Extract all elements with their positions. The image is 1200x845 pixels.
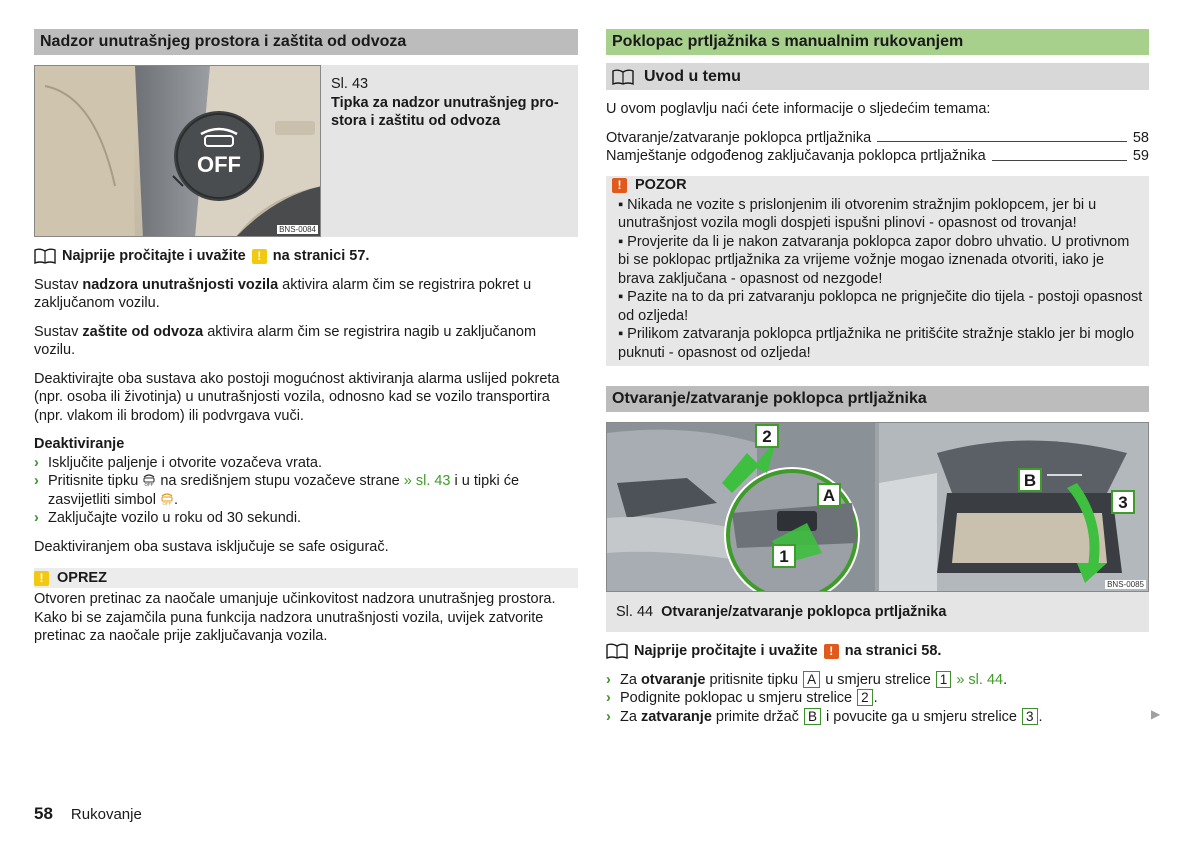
figure-43 (34, 65, 578, 237)
read-first-suffix: na stranici 58. (844, 643, 942, 659)
bold-term: zatvaranje (640, 708, 712, 725)
warning-item: ▪ Provjerite da li je nakon zatvaranja poklopca zapor dobro uhvatio. U protivnom bi se poklopac prtljažnika za vrijeme vožnje mogao iznenada otvoriti, iako je brava zaključana - opasnost od nezgode! (618, 233, 1130, 287)
text: Sustav (34, 323, 83, 340)
tailgate-illustration (607, 423, 1148, 591)
interior-button-illustration (35, 66, 321, 237)
tailgate-steps (606, 671, 1149, 727)
svg-text:OFF: OFF (144, 482, 154, 486)
read-first-prefix: Najprije pročitajte i uvažite (62, 248, 246, 264)
figure-link[interactable]: » sl. 43 (403, 473, 451, 489)
toc-list (606, 129, 1149, 166)
caution-title: OPREZ (57, 569, 107, 586)
section-title-open-close: Otvaranje/zatvaranje poklopca prtljažnika (606, 386, 1149, 412)
caution-text: Otvoren pretinac za naočale umanjuje učinkovitost nadzora unutrašnjeg prostora. Kako bi se zajamčila puna funkcija nadzora unutrašnjosti vozila, uvijek zatvorite pretinac za naočale prije zaključavanja vozila. (34, 591, 556, 644)
text: Podignite poklopac u smjeru strelice (620, 690, 853, 706)
warning-item: ▪ Nikada ne vozite s prislonjenim ili otvorenim stražnjim poklopcem, jer bi u unutrašnjost vozila mogli dospjeti ispušni plinovi - opasnost od trovanja! (618, 196, 1097, 231)
step-text: Isključite paljenje i otvorite vozačeva vrata. (48, 454, 323, 471)
label-1-text: 1 (779, 547, 789, 566)
figure-title-line1: Tipka za nadzor unutrašnjeg pro- (331, 94, 559, 111)
alarm-button-icon (142, 473, 156, 486)
page-footer (34, 805, 142, 825)
label-A-text: A (822, 486, 836, 505)
warning-header (612, 176, 1143, 196)
warning-title: POZOR (635, 177, 687, 194)
continue-arrow-icon: ▶ (1151, 707, 1161, 721)
toc-leader (992, 160, 1127, 161)
text: na središnjem stupu vozačeve strane (160, 473, 400, 489)
step-text: Zaključajte vozilo u roku od 30 sekundi. (48, 510, 302, 526)
key-A-badge: A (803, 671, 820, 688)
label-1 (773, 545, 795, 567)
step-arrow-icon: › (34, 473, 39, 489)
warning-item: ▪ Prilikom zatvaranja poklopca prtljažnika ne pritišćite stražnje staklo jer bi moglo puknuti - opasnost od ozljeda! (618, 326, 1135, 361)
step-text: Podignite poklopac u smjeru strelice 2 . (620, 690, 878, 706)
alarm-symbol-lit-icon (160, 492, 174, 505)
text: Za (620, 708, 641, 725)
text: i povucite ga u smjeru strelice (826, 708, 1017, 725)
read-first-prefix: Najprije pročitajte i uvažite (634, 643, 818, 659)
right-column (606, 29, 1149, 726)
toc-page: 58 (1132, 129, 1149, 146)
text: u smjeru strelice (825, 671, 931, 688)
step-item (34, 454, 578, 473)
chapter-name: Rukovanje (70, 806, 142, 823)
book-icon (612, 69, 634, 85)
danger-mark-icon: ! (824, 644, 839, 659)
label-2 (756, 425, 778, 447)
key-B-badge: B (804, 708, 821, 725)
image-code: BNS-0085 (1107, 580, 1144, 589)
section-title-interior-monitoring: Nadzor unutrašnjeg prostora i zaštita od odvoza (34, 29, 578, 55)
text: zasvijetliti simbol (48, 491, 156, 508)
toc-page: 59 (1132, 148, 1149, 164)
bold-term: nadzora unutrašnjosti vozila (82, 276, 279, 293)
warning-item: ▪ Pazite na to da pri zatvaranju poklopca ne prignječite dio tijela - postoji opasnost od ozljeda! (618, 289, 1143, 324)
bold-term: zaštite od odvoza (82, 323, 204, 340)
step-arrow-icon: › (606, 708, 611, 725)
step-item (34, 509, 578, 528)
step-arrow-icon: › (34, 510, 39, 526)
warning-item-text: Pazite na to da pri zatvaranju poklopca ne prignječite dio tijela - postoji opasnost od ozljeda! (618, 289, 1143, 324)
step-item (606, 708, 1149, 727)
danger-mark-icon: ! (612, 178, 627, 193)
arrow-1-badge: 1 (936, 671, 952, 688)
step-item (606, 671, 1149, 690)
figure-number: Sl. 44 (616, 604, 654, 620)
paragraph-tow-protection (34, 323, 578, 360)
warning-mark-icon: ! (252, 249, 267, 264)
warning-item-text: Nikada ne vozite s prislonjenim ili otvorenim stražnjim poklopcem, jer bi u unutrašnjost vozila mogli dospjeti ispušni plinovi - opasnost od trovanja! (618, 196, 1097, 231)
read-first-note (34, 247, 578, 266)
section-title-tailgate: Poklopac prtljažnika s manualnim rukovanjem (606, 29, 1149, 55)
read-first-suffix: na stranici 57. (272, 248, 370, 264)
toc-label: Namještanje odgođenog zaključavanja poklopca prtljažnika (606, 148, 986, 164)
figure-44-caption (606, 592, 1149, 632)
read-first-note (606, 642, 1149, 661)
figure-title-line2: stora i zaštitu od odvoza (331, 113, 501, 129)
text: Pritisnite tipku (48, 473, 139, 489)
label-2-text: 2 (762, 427, 772, 446)
label-3-text: 3 (1118, 493, 1128, 512)
figure-43-caption (321, 65, 569, 237)
toc-item[interactable] (606, 147, 1149, 166)
svg-text:OFF: OFF (162, 500, 172, 505)
arrow-2-badge: 2 (857, 689, 873, 706)
text: i u tipki će (454, 473, 520, 489)
step-arrow-icon: › (606, 690, 611, 706)
step-text: Za otvaranje pritisnite tipku A u smjeru strelice 1 » sl. 44. (620, 671, 1008, 688)
toc-leader (877, 141, 1127, 142)
figure-link[interactable]: » sl. 44 (956, 671, 1004, 688)
text: primite držač (711, 708, 799, 725)
deactivation-heading: Deaktiviranje (34, 436, 125, 452)
warning-item-text: Prilikom zatvaranja poklopca prtljažnika ne pritišćite stražnje staklo jer bi moglo puknuti - opasnost od ozljeda! (618, 326, 1135, 361)
caution-mark-icon: ! (34, 571, 49, 586)
toc-item[interactable] (606, 129, 1149, 148)
paragraph-deactivate-advice: Deaktivirajte oba sustava ako postoji mogućnost aktiviranja alarma uslijed pokreta (npr. osoba ili životinja) u unutrašnjosti vozila, odnosno kad se vozilo transportira (npr. vlakom ili brodom) ili podvrgava vuči. (34, 370, 560, 424)
figure-title: Otvaranje/zatvaranje poklopca prtljažnika (661, 604, 947, 620)
label-B (1019, 469, 1041, 491)
warning-box (606, 176, 1149, 367)
step-text: Pritisnite tipku OFF na središnjem stupu vozačeve strane » sl. 43 i u tipki će zasvijetliti simbol OFF . (48, 473, 520, 508)
paragraph-interior-monitoring (34, 276, 578, 313)
text: pritisnite tipku (705, 671, 799, 688)
book-icon (606, 643, 628, 659)
label-A (818, 484, 840, 506)
toc-label: Otvaranje/zatvaranje poklopca prtljažnika (606, 129, 872, 146)
figure-44-image (606, 422, 1149, 592)
intro-heading (606, 63, 1149, 90)
paragraph-safe-lock: Deaktiviranjem oba sustava isključuje se safe osigurač. (34, 538, 389, 555)
text: Za (620, 671, 641, 688)
figure-number: Sl. 43 (331, 76, 369, 92)
step-text: Za zatvaranje primite držač B i povucite ga u smjeru strelice 3 . (620, 708, 1043, 725)
figure-43-image (34, 65, 321, 237)
step-arrow-icon: › (34, 454, 39, 471)
intro-title: Uvod u temu (644, 68, 741, 85)
book-icon (34, 248, 56, 264)
bold-term: otvaranje (640, 671, 706, 688)
page-number: 58 (34, 804, 53, 823)
warning-items (612, 196, 1143, 363)
text: Sustav (34, 276, 83, 293)
left-column (34, 29, 578, 646)
label-3 (1112, 491, 1134, 513)
off-button-label: OFF (197, 152, 241, 177)
step-item (606, 689, 1149, 708)
text: aktivira alarm čim se registrira nagib u zaključanom vozilu. (34, 323, 537, 358)
caution-header (34, 568, 578, 588)
intro-text: U ovom poglavlju naći ćete informacije o sljedećim temama: (606, 101, 991, 117)
text: aktivira alarm čim se registrira pokret u zaključanom vozilu. (34, 276, 532, 311)
image-code: BNS-0084 (279, 225, 316, 234)
label-B-text: B (1023, 471, 1037, 490)
step-item (34, 472, 578, 509)
arrow-3-badge: 3 (1022, 708, 1038, 725)
warning-item-text: Provjerite da li je nakon zatvaranja poklopca zapor dobro uhvatio. U protivnom bi se poklopac prtljažnika za vrijeme vožnje mogao iznenada otvoriti, iako je brava zaključana - opasnost od nezgode! (618, 233, 1130, 287)
step-arrow-icon: › (606, 671, 611, 688)
